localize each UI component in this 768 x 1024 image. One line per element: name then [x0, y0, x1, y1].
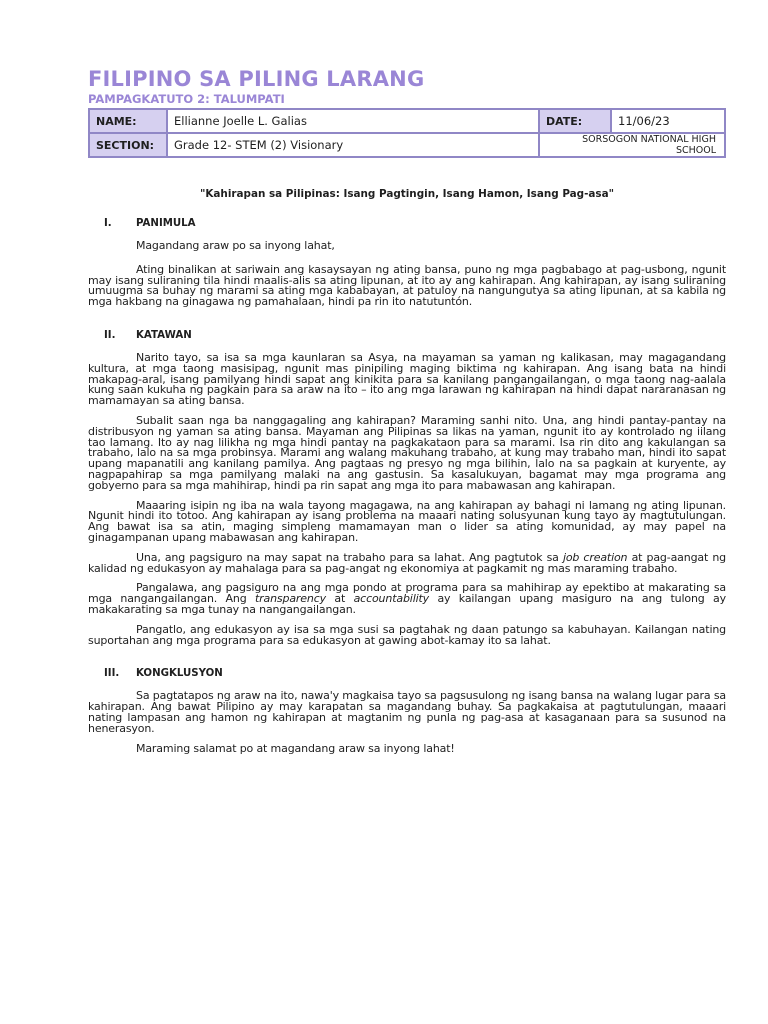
- intro-paragraph: Ating binalikan at sariwain ang kasaysayan ng ating bansa, puno ng mga pagbabago at pag-usbong, ngunit may isang suliraning tila hindi maalis-alis sa ating lipunan, at ito ay ang kahirapan. Ang kahirapan, ay isang suliraning umuugma sa buhay ng marami sa ating mga kababayan, at patuloy na nangungutya sa ating lipunan, at sa kabila ng mga hakbang na ginagawa ng pamahalaan, hindi pa rin ito natutuntón.: [88, 262, 726, 309]
- body-paragraph-education: Pangatlo, ang edukasyon ay isa sa mga susi sa pagtahak ng daan patungo sa kabuhayan. Kailangan nating suportahan ang mga programa para sa edukasyon at gawing abot-kamay ito sa lahat.: [88, 622, 726, 647]
- document-page: [88, 66, 726, 754]
- text-run: ay kailangan upang masiguro na ang tulong ay makakarating sa mga tunay na nangangailangan.: [88, 592, 727, 616]
- italic-term: job creation: [562, 550, 628, 564]
- text-run: Pangalawa, ang pagsiguro na ang mga pondo at programa para sa mahihirap ay epektibo at makarating sa mga nangangailangan. Ang: [88, 581, 726, 606]
- text-run: at: [326, 592, 354, 606]
- page-title: FILIPINO SA PILING LARANG: [88, 67, 425, 91]
- body-paragraph-funds: [88, 583, 726, 615]
- section-heading-kongklusyon: [88, 668, 726, 679]
- body-paragraph-3: Maaaring isipin ng iba na wala tayong magagawa, na ang kahirapan ay bahagi ni lamang ng ating lipunan. Ngunit hindi ito totoo. Ang kahirapan ay isang problema na maaari nating solusyunan kung tayo ay magtutulungan. Ang bawat isa sa atin, maging simpleng mamamayan man o lider sa ating komunidad, ay may papel na ginagampanan upang mabawasan ang kahirapan.: [88, 498, 726, 544]
- section-label: SECTION:: [89, 133, 167, 157]
- section-number: I.: [104, 218, 112, 229]
- school-name: SORSOGON NATIONAL HIGH SCHOOL: [539, 133, 725, 157]
- section-title: KATAWAN: [136, 329, 192, 341]
- closing-paragraph: Maraming salamat po at magandang araw sa inyong lahat!: [136, 741, 455, 755]
- section-number: II.: [104, 329, 116, 341]
- conclusion-paragraph: Sa pagtatapos ng araw na ito, nawa'y magkaisa tayo sa pagsusulong ng isang bansa na walang lugar para sa kahirapan. Ang bawat Pilipino ay may karapatan sa magandang buhay. Sa pagkakaisa at pagtutulungan, maaari nating lampasan ang hamon ng kahirapan at magtanim ng punla ng pag-asa at kasaganaan para sa susunod na henerasyon.: [88, 689, 726, 735]
- info-row-name: [89, 109, 725, 133]
- body-paragraph-2: Subalit saan nga ba nanggagaling ang kahirapan? Maraming sanhi nito. Una, ang hindi pantay-pantay na distribusyon ng yaman sa ating bansa. Mayaman ang Pilipinas sa likas na yaman, ngunit ito ay kontrolado ng iilang tao lamang. Ito ay nag lilikha ng mga hindi pantay na pagkakataon para sa marami. Isa rin dito ang kakulangan sa trabaho, lalo na sa mga probinsya. Marami ang walang makuhang trabaho, at kung may trabaho man, hindi ito sapat upang mapanatili ang kanilang pamilya. Ang pagtaas ng presyo ng mga bilihin, lalo na sa pagkain at kuryente, ay nagpapahirap sa mga pamilyang malaki na ang gastusin. Sa kasalukuyan, bagamat may mga programa ang gobyerno para sa mga mahihirap, hindi pa rin sapat ang mga ito para mabawasan ang kahirapan.: [88, 413, 726, 492]
- italic-term: accountability: [353, 592, 430, 606]
- section-heading-katawan: [88, 330, 726, 341]
- section-title: PANIMULA: [136, 218, 196, 229]
- info-row-section: [89, 133, 725, 157]
- section-heading-panimula: [88, 218, 726, 229]
- page-subtitle: PAMPAGKATUTO 2: TALUMPATI: [88, 92, 285, 106]
- section-title: KONGKLUSYON: [136, 668, 223, 680]
- text-run: at pag-aangat ng kalidad ng edukasyon ay mahalaga para sa pag-angat ng ekonomiya at pagkamit ng mas maraming trabaho.: [88, 550, 726, 575]
- name-value: Ellianne Joelle L. Galias: [167, 109, 539, 133]
- info-table: [88, 108, 726, 158]
- section-number: III.: [104, 668, 120, 680]
- date-label: DATE:: [539, 109, 611, 133]
- body-paragraph-1: Narito tayo, sa isa sa mga kaunlaran sa Asya, na mayaman sa yaman ng kalikasan, may magagandang kultura, at mga taong masisipag, ngunit mas pinipiling maging biktima ng kahirapan. Ang isang bata na hindi makapag-aral, isang pamilyang hindi sapat ang kinikita para sa kanilang pangangailangan, o mga taong nag-aalala kung saan kukuha ng pagkain para sa araw na ito – ito ang mga larawan ng kahirapan na hindi dapat nararanasan ng mamamayan sa ating bansa.: [88, 350, 726, 408]
- speech-title: "Kahirapan sa Pilipinas: Isang Pagtingin, Isang Hamon, Isang Pag-asa": [199, 188, 615, 200]
- text-run: Una, ang pagsiguro na may sapat na trabaho para sa lahat. Ang pagtutok sa: [136, 550, 563, 564]
- body-paragraph-jobs: [88, 550, 726, 575]
- greeting-paragraph: Magandang araw po sa inyong lahat,: [136, 239, 335, 252]
- date-value: 11/06/23: [611, 109, 725, 133]
- italic-term: transparency: [254, 592, 327, 606]
- section-value: Grade 12- STEM (2) Visionary: [167, 133, 539, 157]
- name-label: NAME:: [89, 109, 167, 133]
